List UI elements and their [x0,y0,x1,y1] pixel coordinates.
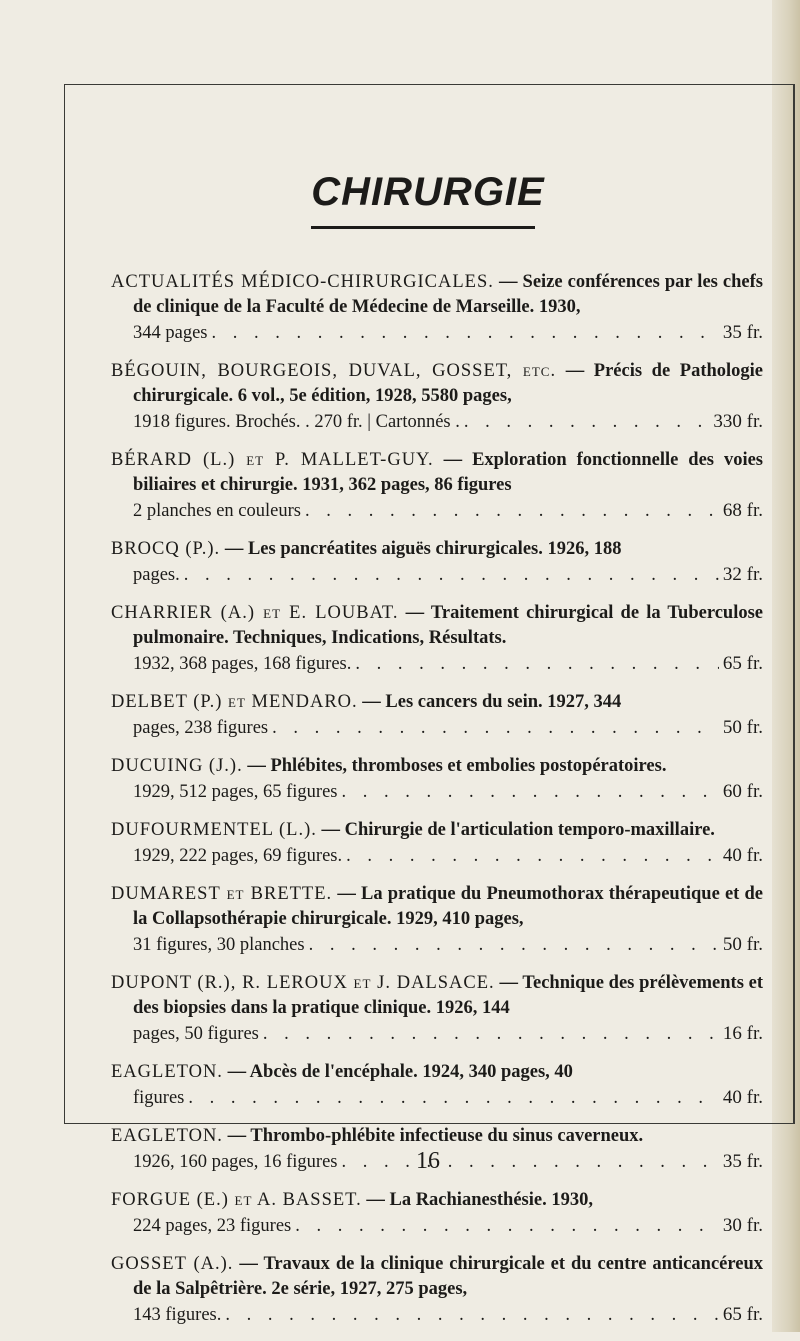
entry-price: 30 fr. [722,1215,763,1236]
leader-dots [225,1303,719,1328]
entry-author: BÉGOUIN, BOURGEOIS, DUVAL, GOSSET, etc. [111,361,557,381]
entry-author: BÉRARD (L.) et P. MALLET-GUY. [111,450,434,470]
entry-price: 50 fr. [722,934,763,955]
entry-author: DUFOURMENTEL (L.). [111,820,317,840]
entry-price-line [133,651,763,677]
entry-details: figures [133,1088,185,1108]
entry-details: 1926, 160 pages, 16 figures [133,1152,338,1172]
leader-dots [184,563,719,588]
entry-description: — Seize conférences par les chefs de clinique de la Faculté de Médecine de Marseille. 1930, [133,272,763,317]
entry-description: — La Rachianesthésie. 1930, [366,1190,593,1210]
entry-description: — Les cancers du sein. 1927, 344 [362,692,622,712]
leader-dots [464,410,710,435]
entry-description: — Phlébites, thromboses et embolies postopératoires. [247,756,667,776]
entry-price: 32 fr. [722,564,763,585]
entry-price: 60 fr. [722,781,763,802]
entry-price: 35 fr. [722,1151,763,1172]
entry-author: EAGLETON. [111,1126,223,1146]
entry-description: — La pratique du Pneumothorax thérapeutique et de la Collapsothérapie chirurgicale. 1929, 410 pages, [133,884,763,929]
leader-dots [309,933,719,958]
entry-price: 40 fr. [722,845,763,866]
entry-author: ACTUALITÉS MÉDICO-CHIRURGICALES. [111,272,494,292]
entry-description: — Traitement chirurgical de la Tuberculose pulmonaire. Techniques, Indications, Résultats. [133,603,764,648]
catalog-entry [111,818,763,869]
entry-price-line [133,715,763,741]
entry-author: DUCUING (J.). [111,756,243,776]
catalog-entry [111,754,763,805]
entry-price-line [133,409,763,435]
leader-dots [346,844,719,869]
catalog-entry [111,1060,763,1111]
catalog-entry [111,882,763,958]
entry-description: — Travaux de la clinique chirurgicale et du centre anticancéreux de la Salpêtrière. 2e série, 1927, 275 pages, [133,1254,764,1299]
catalog-entry [111,537,763,588]
catalog-entry [111,971,763,1047]
title-underline [311,226,535,229]
catalog-entries [111,270,763,1341]
entry-author: FORGUE (E.) et A. BASSET. [111,1190,362,1210]
entry-price: 65 fr. [722,1304,763,1325]
entry-details: 31 figures, 30 planches [133,935,305,955]
entry-description: — Exploration fonctionnelle des voies biliaires et chirurgie. 1931, 362 pages, 86 figures [133,450,764,495]
entry-price-line [133,1213,763,1239]
leader-dots [295,1214,719,1239]
entry-price-line [133,320,763,346]
entry-details: 143 figures. [133,1305,222,1325]
leader-dots [342,780,719,805]
entry-author: BROCQ (P.). [111,539,221,559]
entry-price: 35 fr. [722,322,763,343]
entry-price: 16 fr. [722,1023,763,1044]
entry-price-line [133,779,763,805]
catalog-entry [111,270,763,346]
entry-description: — Technique des prélèvements et des biopsies dans la pratique clinique. 1926, 144 [133,973,764,1018]
entry-description: — Thrombo-phlébite infectieuse du sinus caverneux. [227,1126,644,1146]
entry-price: 50 fr. [722,717,763,738]
entry-price: 65 fr. [722,653,763,674]
catalog-entry [111,1188,763,1239]
entry-price-line [133,498,763,524]
entry-author: DELBET (P.) et MENDARO. [111,692,358,712]
entry-price: 68 fr. [722,500,763,521]
page-title: CHIRURGIE [311,170,545,214]
catalog-entry [111,690,763,741]
entry-author: DUMAREST et BRETTE. [111,884,333,904]
leader-dots [355,652,719,677]
entry-details: 1929, 512 pages, 65 figures [133,782,338,802]
entry-details: pages, 50 figures [133,1024,259,1044]
entry-details: 224 pages, 23 figures [133,1216,292,1236]
entry-description: — Les pancréatites aiguës chirurgicales. 1926, 188 [224,539,622,559]
catalog-entry [111,359,763,435]
entry-price: 40 fr. [722,1087,763,1108]
entry-author: GOSSET (A.). [111,1254,234,1274]
leader-dots [305,499,719,524]
leader-dots [272,716,719,741]
entry-author: EAGLETON. [111,1062,223,1082]
entry-details: pages. [133,565,180,585]
entry-details: pages, 238 figures [133,718,269,738]
catalog-entry [111,601,763,677]
entry-details: 344 pages [133,323,208,343]
entry-price-line [133,932,763,958]
entry-price-line [133,562,763,588]
entry-description: — Abcès de l'encéphale. 1924, 340 pages, 40 [227,1062,573,1082]
leader-dots [263,1022,719,1047]
leader-dots [188,1086,719,1111]
leader-dots [212,321,719,346]
entry-author: DUPONT (R.), R. LEROUX et J. DALSACE. [111,973,495,993]
entry-description: — Précis de Pathologie chirurgicale. 6 vol., 5e édition, 1928, 5580 pages, [133,361,764,406]
entry-details: 1932, 368 pages, 168 figures. [133,654,352,674]
entry-description: — Chirurgie de l'articulation temporo-maxillaire. [321,820,715,840]
page-number: 16 [416,1148,440,1174]
entry-price: 330 fr. [713,411,763,432]
entry-details: 2 planches en couleurs [133,501,301,521]
catalog-entry [111,448,763,524]
entry-price-line [133,1021,763,1047]
entry-price-line [133,1085,763,1111]
entry-author: CHARRIER (A.) et E. LOUBAT. [111,603,399,623]
entry-details: 1929, 222 pages, 69 figures. [133,846,343,866]
entry-price-line [133,1302,763,1328]
catalog-entry [111,1252,763,1328]
entry-details: 1918 figures. Brochés. . 270 fr. | Cartonnés . [133,412,460,432]
entry-price-line [133,843,763,869]
